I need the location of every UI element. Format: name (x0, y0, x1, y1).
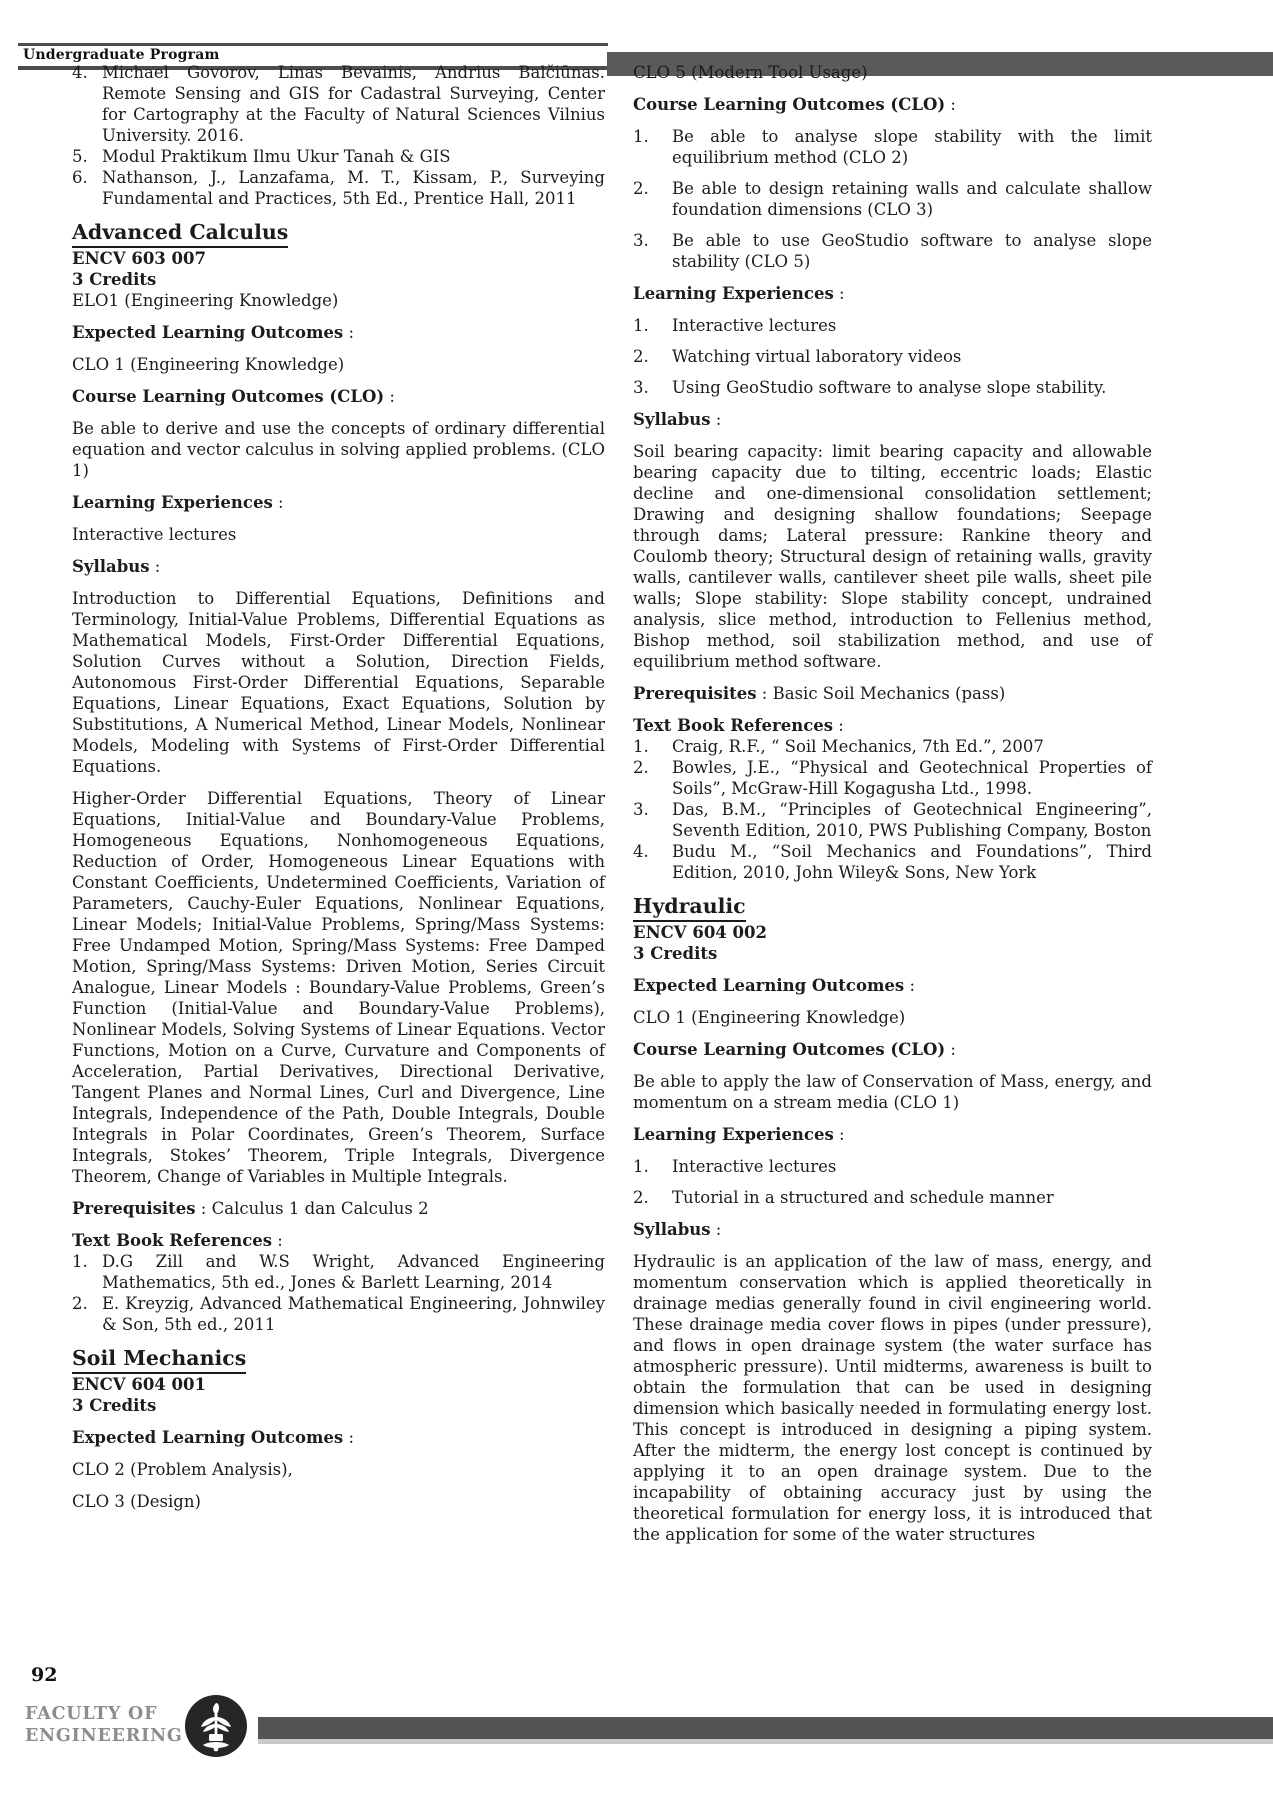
reference-item (72, 62, 605, 146)
clo-text: Be able to use GeoStudio software to analyse slope stability (CLO 5) (672, 231, 1152, 271)
course-elo: ELO1 (Engineering Knowledge) (72, 291, 339, 310)
textbook-heading: Text Book References : (72, 1231, 283, 1250)
textbook-number: 3. (633, 800, 649, 819)
learning-number: 3. (633, 378, 649, 397)
expected-outcome-value: CLO 5 (Modern Tool Usage) (633, 63, 868, 82)
faculty-name: FACULTY OF ENGINEERING (25, 1704, 183, 1746)
textbook-text: Das, B.M., “Principles of Geotechnical Engineering”, Seventh Edition, 2010, PWS Publishing Company, Boston (672, 800, 1152, 840)
textbook-item (72, 1251, 605, 1293)
page-number: 92 (31, 1664, 58, 1686)
textbook-number: 1. (72, 1252, 88, 1271)
textbook-item (633, 736, 1152, 757)
spacer (72, 1416, 605, 1427)
course-credits: 3 Credits (72, 1396, 157, 1415)
course-title-soil-mechanics: Soil Mechanics (72, 1346, 605, 1374)
textbook-heading: Text Book References : (633, 716, 844, 735)
clo-item (633, 230, 1152, 272)
section-heading-clo: Course Learning Outcomes (CLO) : (633, 1040, 956, 1059)
section-heading-learning: Learning Experiences : (633, 284, 845, 303)
clo-paragraph: Be able to apply the law of Conservation of Mass, energy, and momentum on a stream media (CLO 1) (633, 1072, 1152, 1112)
clo-number: 1. (633, 127, 649, 146)
reference-number: 4. (72, 63, 88, 82)
textbook-item (633, 757, 1152, 799)
section-heading-expected: Expected Learning Outcomes : (72, 323, 355, 342)
clo-text: Be able to analyse slope stability with the limit equilibrium method (CLO 2) (672, 127, 1152, 167)
reference-item (72, 167, 605, 209)
learning-item (633, 315, 1152, 336)
learning-item (633, 346, 1152, 367)
learning-number: 2. (633, 347, 649, 366)
syllabus-paragraph: Soil bearing capacity: limit bearing capacity and allowable bearing capacity due to tilting, eccentric loads; Elastic decline and one-dimensional consolidation settlement; Drawing and designing shallow foundations; Seepage through dams; Lateral pressure: Rankine theory and Coulomb theory; Structural design of retaining walls, gravity walls, cantilever walls, cantilever sheet pile walls, sheet pile walls; Slope stability: Slope stability concept, undrained analysis, slice method, introduction to Fellenius method, Bishop method, soil stabilization method, and use of equilibrium method software. (633, 442, 1152, 671)
reference-text: Nathanson, J., Lanzafama, M. T., Kissam, P., Surveying Fundamental and Practices, 5th Ed., Prentice Hall, 2011 (102, 168, 605, 208)
header-title: Undergraduate Program (23, 47, 220, 63)
course-credits: 3 Credits (633, 944, 718, 963)
spacer (72, 311, 605, 322)
textbook-text: Bowles, J.E., “Physical and Geotechnical Properties of Soils”, McGraw-Hill Kogagusha Ltd., 1998. (672, 758, 1152, 798)
textbook-item (633, 841, 1152, 883)
section-heading-expected: Expected Learning Outcomes : (72, 1428, 355, 1447)
expected-outcome-value: CLO 1 (Engineering Knowledge) (72, 355, 345, 374)
reference-number: 5. (72, 147, 88, 166)
clo-number: 3. (633, 231, 649, 250)
section-heading-syllabus: Syllabus : (633, 410, 722, 429)
textbook-item (633, 799, 1152, 841)
expected-outcome-value: CLO 3 (Design) (72, 1492, 201, 1511)
reference-text: Michael Govorov, Linas Bevainis, Andrius Balčiūnas. Remote Sensing and GIS for Cadastral Surveying, Center for Cartography at the Faculty of Natural Sciences Vilnius University. 2016. (102, 63, 605, 145)
clo-item (633, 126, 1152, 168)
learning-number: 2. (633, 1188, 649, 1207)
footer-rule-bar (258, 1717, 1273, 1739)
section-heading-learning: Learning Experiences : (72, 493, 284, 512)
syllabus-paragraph: Hydraulic is an application of the law of mass, energy, and momentum conservation which is applied theoretically in drainage medias generally found in civil engineering world. These drainage media cover flows in pipes (under pressure), and flows in open drainage system (the water surface has atmospheric pressure). Until midterms, awareness is built to obtain the formulation that can be used in designing dimension which basically needed in formulating energy lost. This concept is introduced in designing a piping system. After the midterm, the energy lost concept is continued by applying it to an open drainage system. Due to the incapability of obtaining accuracy just by using the theoretical formulation for energy loss, it is introduced that the application for some of the water structures (633, 1252, 1152, 1544)
footer-rule-bar-shadow (258, 1739, 1273, 1744)
clo-text: Be able to design retaining walls and calculate shallow foundation dimensions (CLO 3) (672, 179, 1152, 219)
textbook-text: E. Kreyzig, Advanced Mathematical Engineering, Johnwiley & Son, 5th ed., 2011 (102, 1294, 605, 1334)
textbook-number: 1. (633, 737, 649, 756)
section-heading-clo: Course Learning Outcomes (CLO) : (72, 387, 395, 406)
textbook-item (72, 1293, 605, 1335)
learning-number: 1. (633, 316, 649, 335)
learning-item (633, 1156, 1152, 1177)
learning-list (633, 315, 1152, 398)
clo-item (633, 178, 1152, 220)
syllabus-paragraph: Higher-Order Differential Equations, Theory of Linear Equations, Initial-Value and Boundary-Value Problems, Homogeneous Equations, Nonhomogeneous Equations, Reduction of Order, Homogeneous Linear Equations with Constant Coefficients, Undetermined Coefficients, Variation of Parameters, Cauchy-Euler Equations, Nonlinear Equations, Linear Models; Initial-Value Problems, Spring/Mass Systems: Free Undamped Motion, Spring/Mass Systems: Free Damped Motion, Spring/Mass Systems: Driven Motion, Series Circuit Analogue, Linear Models : Boundary-Value Problems, Green’s Function (Initial-Value and Boundary-Value Problems), Nonlinear Models, Solving Systems of Linear Equations. Vector Functions, Motion on a Curve, Curvature and Components of Acceleration, Partial Derivatives, Directional Derivative, Tangent Planes and Normal Lines, Curl and Divergence, Line Integrals, Independence of the Path, Double Integrals, Double Integrals in Polar Coordinates, Green’s Theorem, Surface Integrals, Stokes’ Theorem, Triple Integrals, Divergence Theorem, Change of Variables in Multiple Integrals. (72, 789, 605, 1186)
learning-text: Using GeoStudio software to analyse slope stability. (672, 378, 1107, 397)
reference-list-continued (72, 62, 605, 209)
textbook-number: 4. (633, 842, 649, 861)
course-credits: 3 Credits (72, 270, 157, 289)
section-heading-syllabus: Syllabus : (633, 1220, 722, 1239)
textbook-text: Craig, R.F., “ Soil Mechanics, 7th Ed.”, 2007 (672, 737, 1044, 756)
expected-outcome-value: CLO 1 (Engineering Knowledge) (633, 1008, 906, 1027)
prerequisites-line: Prerequisites : Basic Soil Mechanics (pass) (633, 684, 1006, 703)
learning-item (633, 377, 1152, 398)
learning-item (633, 1187, 1152, 1208)
reference-item (72, 146, 605, 167)
clo-number: 2. (633, 179, 649, 198)
reference-number: 6. (72, 168, 88, 187)
learning-text: Interactive lectures (672, 1157, 837, 1176)
learning-list (633, 1156, 1152, 1208)
course-code: ENCV 604 001 (72, 1375, 206, 1394)
textbook-text: Budu M., “Soil Mechanics and Foundations”, Third Edition, 2010, John Wiley& Sons, New York (672, 842, 1152, 882)
learning-number: 1. (633, 1157, 649, 1176)
course-code: ENCV 603 007 (72, 249, 206, 268)
clo-list (633, 126, 1152, 272)
learning-value: Interactive lectures (72, 525, 237, 544)
section-heading-syllabus: Syllabus : (72, 557, 161, 576)
section-heading-clo: Course Learning Outcomes (CLO) : (633, 95, 956, 114)
textbook-list (72, 1251, 605, 1335)
syllabus-paragraph: Introduction to Differential Equations, Definitions and Terminology, Initial-Value Problems, Differential Equations as Mathematical Models, First-Order Differential Equations, Solution Curves without a Solution, Direction Fields, Autonomous First-Order Differential Equations, Separable Equations, Linear Equations, Exact Equations, Solution by Substitutions, A Numerical Method, Linear Models, Nonlinear Models, Modeling with Systems of First-Order Differential Equations. (72, 589, 605, 776)
prerequisites-line: Prerequisites : Calculus 1 dan Calculus 2 (72, 1199, 429, 1218)
left-column (72, 62, 605, 1512)
course-title-hydraulic: Hydraulic (633, 894, 1152, 922)
textbook-text: D.G Zill and W.S Wright, Advanced Engineering Mathematics, 5th ed., Jones & Barlett Learning, 2014 (102, 1252, 605, 1292)
course-title-advanced-calculus: Advanced Calculus (72, 220, 605, 248)
textbook-number: 2. (72, 1294, 88, 1313)
section-heading-expected: Expected Learning Outcomes : (633, 976, 916, 995)
expected-outcome-value: CLO 2 (Problem Analysis), (72, 1460, 293, 1479)
learning-text: Interactive lectures (672, 316, 837, 335)
right-column (633, 62, 1152, 1545)
course-code: ENCV 604 002 (633, 923, 767, 942)
textbook-list (633, 736, 1152, 883)
spacer (633, 964, 1152, 975)
reference-text: Modul Praktikum Ilmu Ukur Tanah & GIS (102, 147, 451, 166)
learning-text: Watching virtual laboratory videos (672, 347, 962, 366)
section-heading-learning: Learning Experiences : (633, 1125, 845, 1144)
clo-paragraph: Be able to derive and use the concepts of ordinary differential equation and vector calculus in solving applied problems. (CLO 1) (72, 419, 605, 480)
learning-text: Tutorial in a structured and schedule manner (672, 1188, 1054, 1207)
university-logo-icon (183, 1693, 249, 1759)
textbook-number: 2. (633, 758, 649, 777)
